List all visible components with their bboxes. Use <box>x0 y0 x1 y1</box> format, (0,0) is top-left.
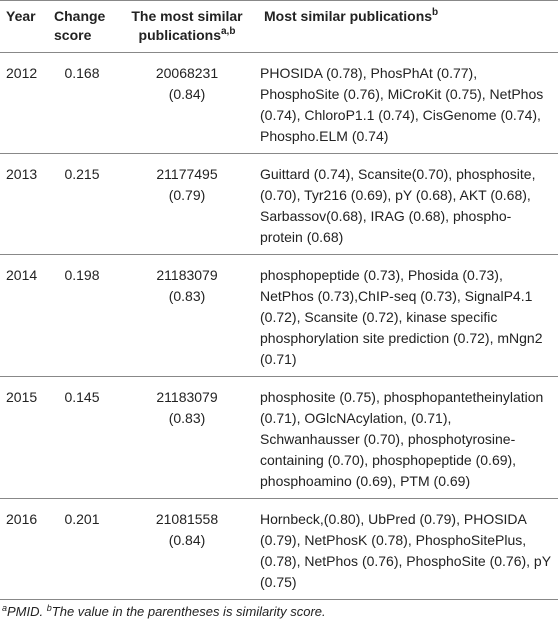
cell-most-similar-publication <box>116 499 258 600</box>
footnote-b-text: The value in the parentheses is similarity score. <box>51 604 326 619</box>
cell-most-similar-publication <box>116 377 258 499</box>
header-row <box>0 1 558 53</box>
table-row <box>0 499 558 600</box>
cell-year: 2015 <box>6 389 38 405</box>
cell-change-score: 0.198 <box>64 267 100 283</box>
cell-most-similar-publications: Guittard (0.74), Scansite(0.70), phosphosite, (0.70), Tyr216 (0.69), pY (0.68), AKT (0.68), Sarbassov(0.68), IRAG (0.68), phospho-protein (0.68) <box>260 166 536 245</box>
cell-year: 2014 <box>6 267 38 283</box>
cell-change-score: 0.201 <box>64 511 100 527</box>
cell-change-score: 0.168 <box>64 65 100 81</box>
header-most-similar-publications: Most similar publications$^b$ <box>264 7 439 24</box>
cell-most-similar-publication <box>116 255 258 377</box>
cell-most-similar-publications: PHOSIDA (0.78), PhosPhAt (0.77), PhosphoSite (0.76), MiCroKit (0.75), NetPhos (0.74), ChloroP1.1 (0.74), CisGenome (0.74), Phospho.ELM (0.74) <box>260 65 544 144</box>
table-row <box>0 53 558 154</box>
cell-pmid: 21177495 <box>156 166 218 182</box>
table-row <box>0 154 558 255</box>
cell-year: 2012 <box>6 65 38 81</box>
cell-pmid: 21183079 <box>156 267 218 283</box>
cell-most-similar-publication <box>116 53 258 154</box>
table-row <box>0 255 558 377</box>
cell-year: 2016 <box>6 511 38 527</box>
footnote-mark-a: a <box>2 603 8 613</box>
cell-year: 2013 <box>6 166 38 182</box>
cell-most-similar-publication <box>116 154 258 255</box>
table-header <box>0 1 558 53</box>
table-row <box>0 377 558 499</box>
table-body <box>0 53 558 600</box>
cell-most-similar-publications: phosphosite (0.75), phosphopantetheinylation (0.71), OGlcNAcylation, (0.71), Schwanhausser (0.70), phosphotyrosine-containing (0.70), phosphopeptide (0.69), phosphoamino (0.69), PTM (0.69) <box>260 389 544 489</box>
cell-pmid: 21081558 <box>155 511 219 527</box>
header-change-score: Change score <box>54 8 106 43</box>
footnote-a-text: PMID. <box>7 604 44 619</box>
cell-pmid: 21183079 <box>156 389 218 405</box>
cell-similarity-score: (0.83) <box>168 410 206 426</box>
cell-similarity-score: (0.79) <box>168 187 206 203</box>
cell-similarity-score: (0.84) <box>168 86 206 102</box>
cell-similarity-score: (0.84) <box>168 532 206 548</box>
cell-most-similar-publications: Hornbeck,(0.80), UbPred (0.79), PHOSIDA (0.79), NetPhosK (0.78), PhosphoSitePlus, (0.78), NetPhos (0.76), PhosphoSite (0.76), pY (0.75) <box>260 511 551 590</box>
header-year: Year <box>6 8 36 24</box>
cell-similarity-score: (0.83) <box>168 288 206 304</box>
table-footnote <box>2 604 326 619</box>
cell-pmid: 20068231 <box>155 65 219 81</box>
cell-change-score: 0.215 <box>64 166 100 182</box>
cell-change-score: 0.145 <box>64 389 100 405</box>
cell-most-similar-publications: phosphopeptide (0.73), Phosida (0.73), NetPhos (0.73),ChIP-seq (0.73), SignalP4.1 (0.72), Scansite (0.72), kinase specific phosphorylation site prediction (0.72), mNgn2 (0.71) <box>260 267 543 367</box>
header-most-similar-publication: The most similar publications$^{a,b}$ <box>131 8 243 43</box>
header-footnote-mark-ab: a,b <box>221 26 236 37</box>
header-footnote-mark-b: b <box>432 7 439 18</box>
footnote-mark-b: b <box>46 603 52 613</box>
